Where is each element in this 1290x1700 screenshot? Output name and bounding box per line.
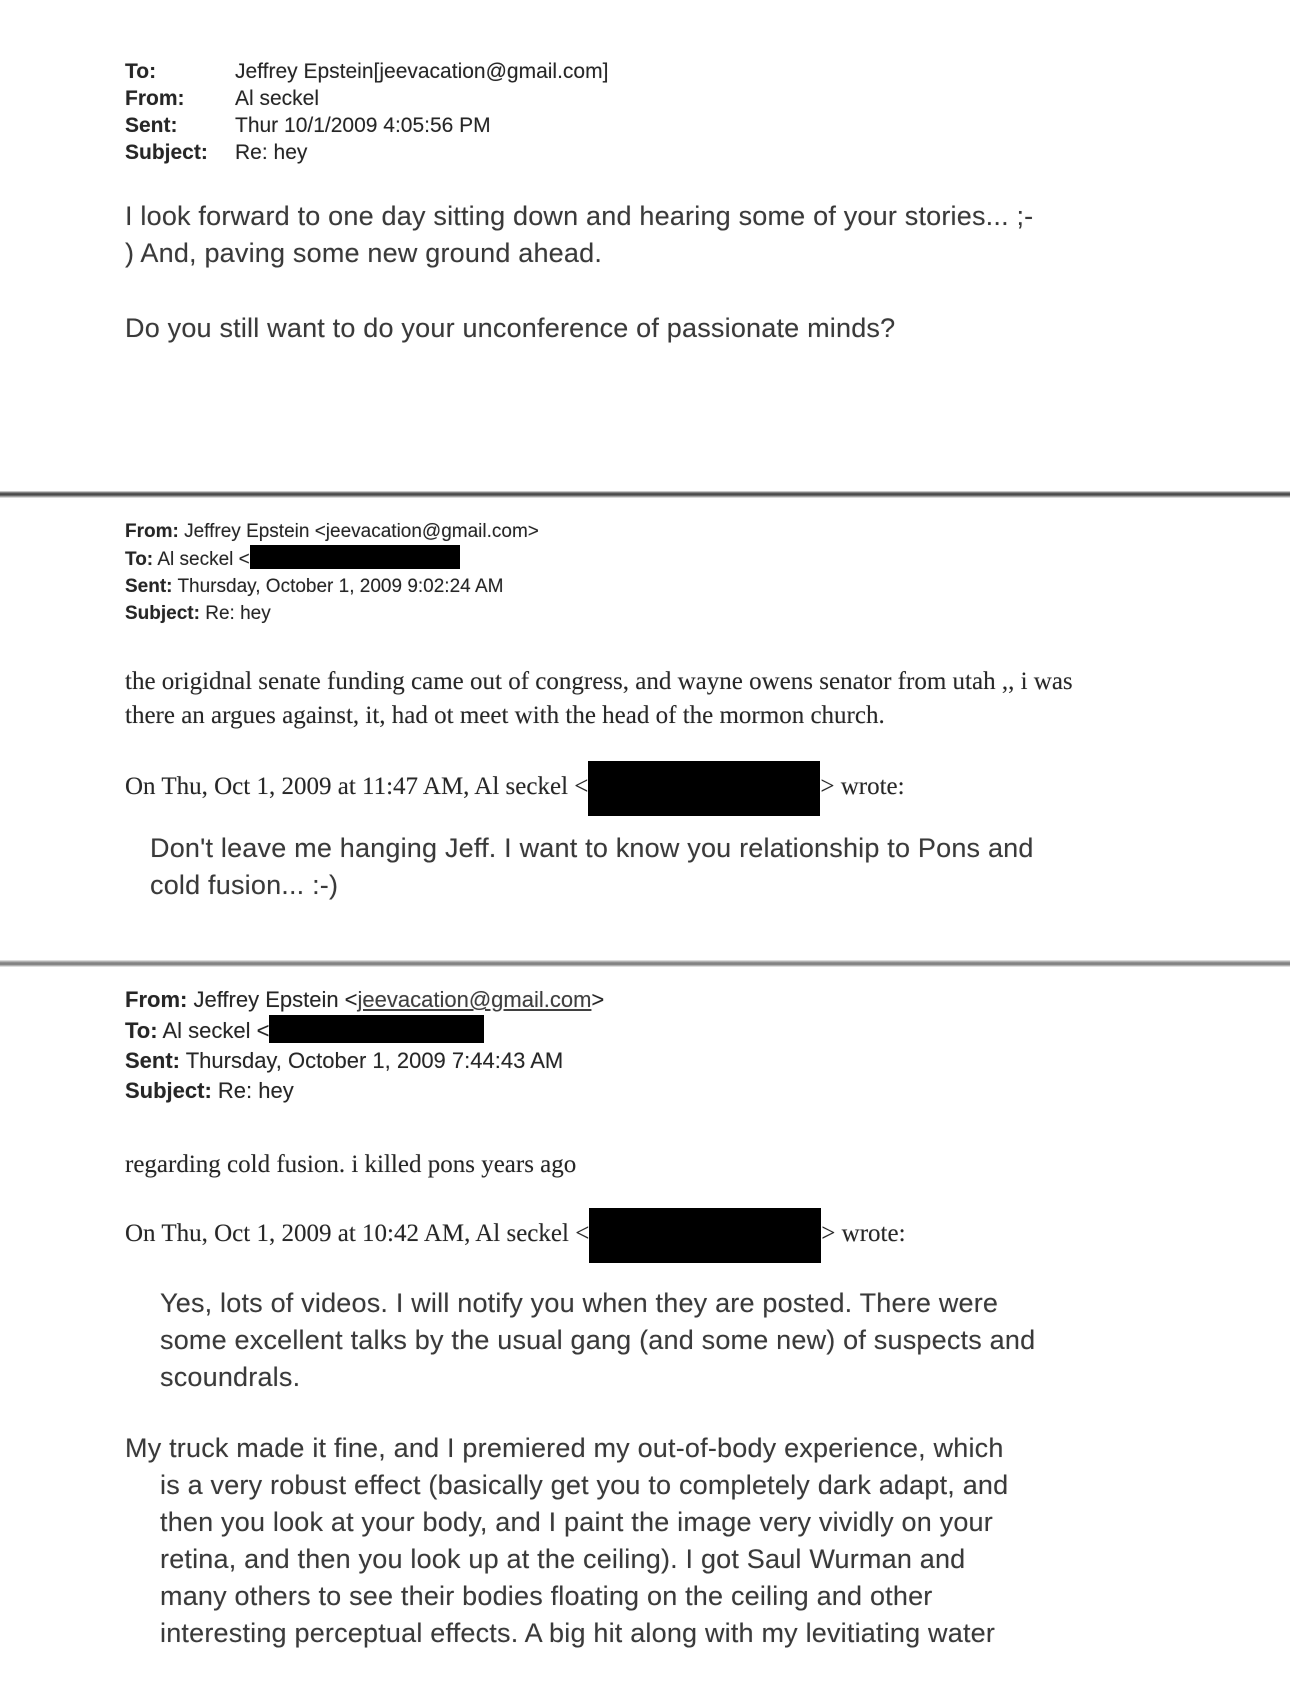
subject-value: Re: hey [235,141,308,164]
header-row-sent [125,112,1235,139]
sent-value: Thur 10/1/2009 4:05:56 PM [235,114,491,137]
quote-line: then you look at your body, and I paint the image very vividly on your [160,1507,993,1537]
email-1-body-paragraph-2 [125,310,1235,347]
sent-label: Sent: [125,1048,180,1073]
email-message-1 [125,58,1235,347]
to-value: Jeffrey Epstein[jeevacation@gmail.com] [235,60,609,83]
body-line: I look forward to one day sitting down and hearing some of your stories... ;- [125,201,1034,231]
subject-label: Subject: [125,603,200,624]
email-1-body-paragraph-1 [125,198,1235,272]
body-line: Do you still want to do your unconference of passionate minds? [125,313,896,343]
to-label: To: [125,1018,158,1043]
header-row-to [125,545,1235,573]
quote-line: many others to see their bodies floating on the ceiling and other [160,1581,933,1611]
sent-value: Thursday, October 1, 2009 7:44:43 AM [185,1048,564,1073]
header-row-from [125,85,1235,112]
sent-label: Sent: [125,576,173,597]
attribution-text: On Thu, Oct 1, 2009 at 10:42 AM, Al seckel < [125,1220,590,1248]
from-label: From: [125,987,188,1012]
header-row-sent [125,1046,1235,1076]
redaction-bar [250,545,460,569]
email-1-header [125,58,1235,166]
email-message-2 [125,518,1235,904]
to-value: Al seckel < [162,1018,270,1043]
header-row-subject [125,139,1235,166]
quote-line: retina, and then you look up at the ceiling). I got Saul Wurman and [160,1544,966,1574]
body-line: there an argues against, it, had ot meet with the head of the mormon church. [125,702,885,729]
body-line: ) And, paving some new ground ahead. [125,238,603,268]
header-row-subject [125,600,1235,627]
quote-line: scoundrals. [160,1362,301,1392]
quote-line: some excellent talks by the usual gang (and some new) of suspects and [160,1325,1036,1355]
from-value: > [591,987,605,1012]
redaction-bar [589,1208,821,1263]
header-row-to [125,58,1235,85]
body-line: the origidnal senate funding came out of congress, and wayne owens senator from utah ,, i was [125,668,1073,695]
header-row-from [125,985,1235,1015]
from-label: From: [125,87,185,110]
email-3-quoted-paragraph-2 [125,1430,1235,1652]
sent-value: Thursday, October 1, 2009 9:02:24 AM [177,576,504,597]
quote-line: My truck made it fine, and I premiered my out-of-body experience, which [125,1433,1004,1463]
redaction-bar [269,1015,484,1043]
header-row-sent [125,573,1235,600]
from-label: From: [125,521,179,542]
attribution-text: On Thu, Oct 1, 2009 at 11:47 AM, Al seckel < [125,773,589,801]
header-row-from [125,518,1235,545]
header-row-subject [125,1076,1235,1106]
quote-line: is a very robust effect (basically get you to completely dark adapt, and [160,1470,1009,1500]
email-3-header [125,985,1235,1106]
quote-line: interesting perceptual effects. A big hit along with my levitiating water [160,1618,996,1648]
sent-label: Sent: [125,114,178,137]
to-label: To: [125,60,157,83]
email-3-quote-attribution [125,1208,1235,1263]
email-3-body [125,1148,1235,1182]
attribution-text: > wrote: [821,1220,906,1248]
attribution-text: > wrote: [820,773,905,801]
email-message-3 [125,985,1235,1652]
thread-divider-1 [0,491,1290,498]
from-value: Jeffrey Epstein < [193,987,358,1012]
subject-label: Subject: [125,141,208,164]
redaction-bar [588,761,820,816]
quote-line: Yes, lots of videos. I will notify you when they are posted. There were [160,1288,999,1318]
thread-divider-2 [0,960,1290,967]
body-line: regarding cold fusion. i killed pons years ago [125,1151,577,1178]
from-value: Jeffrey Epstein <jeevacation@gmail.com> [184,521,539,542]
quote-line: cold fusion... :-) [150,870,339,900]
from-value: Al seckel [235,87,320,110]
subject-value: Re: hey [217,1078,294,1103]
email-2-header [125,518,1235,627]
header-row-to [125,1015,1235,1046]
email-2-body [125,665,1235,733]
email-2-quoted-message [150,830,1235,904]
subject-label: Subject: [125,1078,212,1103]
to-value: Al seckel < [157,549,250,570]
quote-line: Don't leave me hanging Jeff. I want to know you relationship to Pons and [150,833,1034,863]
email-3-quoted-paragraph-1 [160,1285,1235,1396]
email-2-quote-attribution [125,761,1235,816]
email-address-link[interactable]: jeevacation@gmail.com [357,987,592,1012]
subject-value: Re: hey [205,603,271,624]
to-label: To: [125,549,154,570]
